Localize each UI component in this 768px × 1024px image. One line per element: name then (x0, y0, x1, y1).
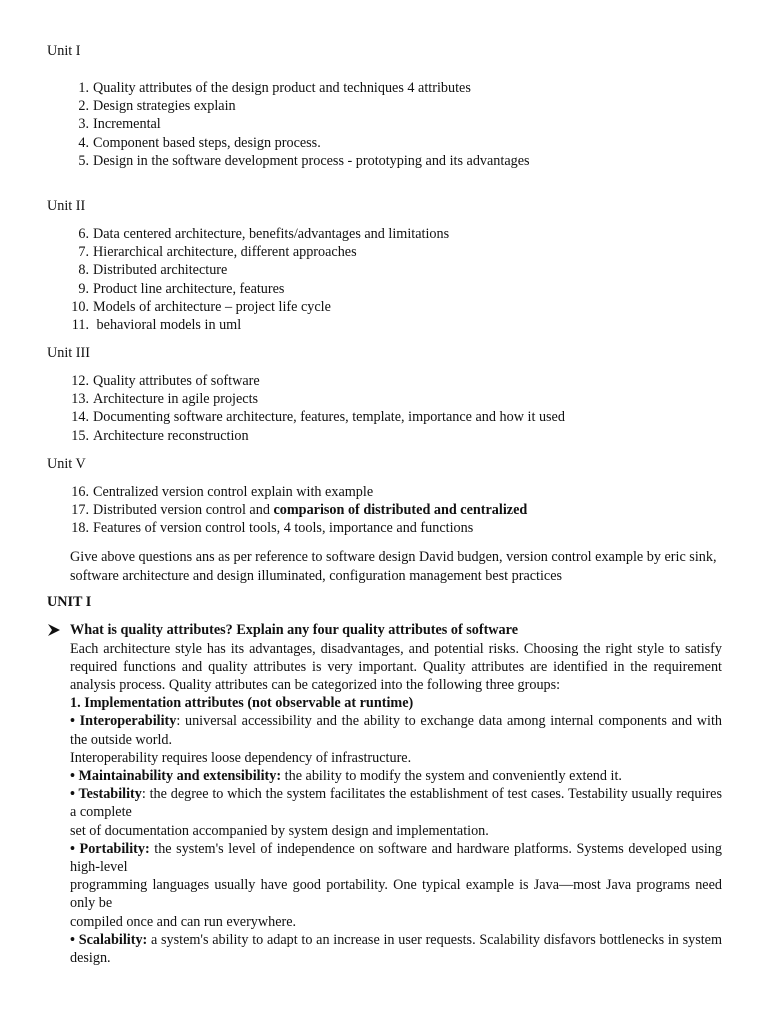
attribute-interoperability: • Interoperability: universal accessibility and the ability to exchange data among internal components and with the outside world. (70, 713, 722, 748)
list-item: 10. Models of architecture – project life cycle (71, 298, 331, 315)
list-item: 15. Architecture reconstruction (71, 427, 249, 444)
list-item: 11. behavioral models in uml (71, 316, 242, 333)
question-list (47, 483, 722, 538)
list-item: 8. Distributed architecture (78, 262, 228, 279)
attribute-note: programming languages usually have good portability. One typical example is Java—most Java programs need only be (70, 877, 722, 912)
list-item: 13. Architecture in agile projects (71, 391, 259, 408)
answer-body (70, 640, 722, 968)
list-item: 12. Quality attributes of software (71, 373, 260, 390)
list-item: 18. Features of version control tools, 4 tools, importance and functions (71, 520, 474, 537)
list-item: 5. Design in the software development process - prototyping and its advantages (78, 152, 530, 169)
document-page (47, 42, 722, 967)
intro-paragraph: Each architecture style has its advantages, disadvantages, and potential risks. Choosing the right style to satisfy required functions and quality attributes is very important. Quality attributes are identified in the requirement analysis process. Quality attributes can be categorized into the following three groups: (70, 640, 722, 693)
list-item: 9. Product line architecture, features (78, 280, 285, 297)
list-item: 17. Distributed version control and comparison of distributed and centralized (71, 502, 528, 518)
attribute-note: set of documentation accompanied by system design and implementation. (70, 822, 489, 839)
attribute-testability: • Testability: the degree to which the system facilitates the establishment of test cases. Testability usually requires a complete (70, 786, 722, 821)
list-item: 3. Incremental (78, 116, 161, 133)
list-item: 7. Hierarchical architecture, different approaches (78, 244, 357, 261)
answer-heading: UNIT I (47, 594, 92, 611)
instruction-paragraph: Give above questions ans as per reference to software design David budgen, version control example by eric sink, software architecture and design illuminated, configuration management best practices (70, 549, 717, 584)
list-item: 6. Data centered architecture, benefits/advantages and limitations (78, 225, 450, 242)
attribute-portability: • Portability: the system's level of independence on software and hardware platforms. Systems developed using high-level (70, 840, 722, 876)
attribute-maintainability: • Maintainability and extensibility: the ability to modify the system and conveniently extend it. (70, 768, 622, 784)
list-item: 4. Component based steps, design process. (78, 134, 321, 151)
attribute-scalability: • Scalability: a system's ability to adapt to an increase in user requests. Scalability disfavors bottlenecks in system design. (70, 931, 722, 967)
list-item: 14. Documenting software architecture, features, template, importance and how it used (71, 409, 565, 426)
unit-heading: Unit III (47, 345, 90, 362)
unit-heading: Unit V (47, 455, 86, 472)
question-list (47, 372, 722, 445)
attribute-note: compiled once and can run everywhere. (70, 913, 297, 930)
list-item: 2. Design strategies explain (78, 98, 236, 115)
unit-heading: Unit I (47, 43, 81, 59)
arrow-bullet-icon (47, 623, 61, 637)
list-item: 16. Centralized version control explain with example (71, 483, 374, 500)
question-list (47, 225, 722, 334)
question-list (47, 79, 722, 170)
group-heading: 1. Implementation attributes (not observable at runtime) (70, 695, 414, 712)
question-title: What is quality attributes? Explain any four quality attributes of software (70, 622, 518, 639)
list-item: 1. Quality attributes of the design product and techniques 4 attributes (78, 80, 471, 96)
attribute-note: Interoperability requires loose dependency of infrastructure. (70, 749, 412, 766)
unit-heading: Unit II (47, 197, 86, 214)
question-heading (47, 621, 722, 639)
